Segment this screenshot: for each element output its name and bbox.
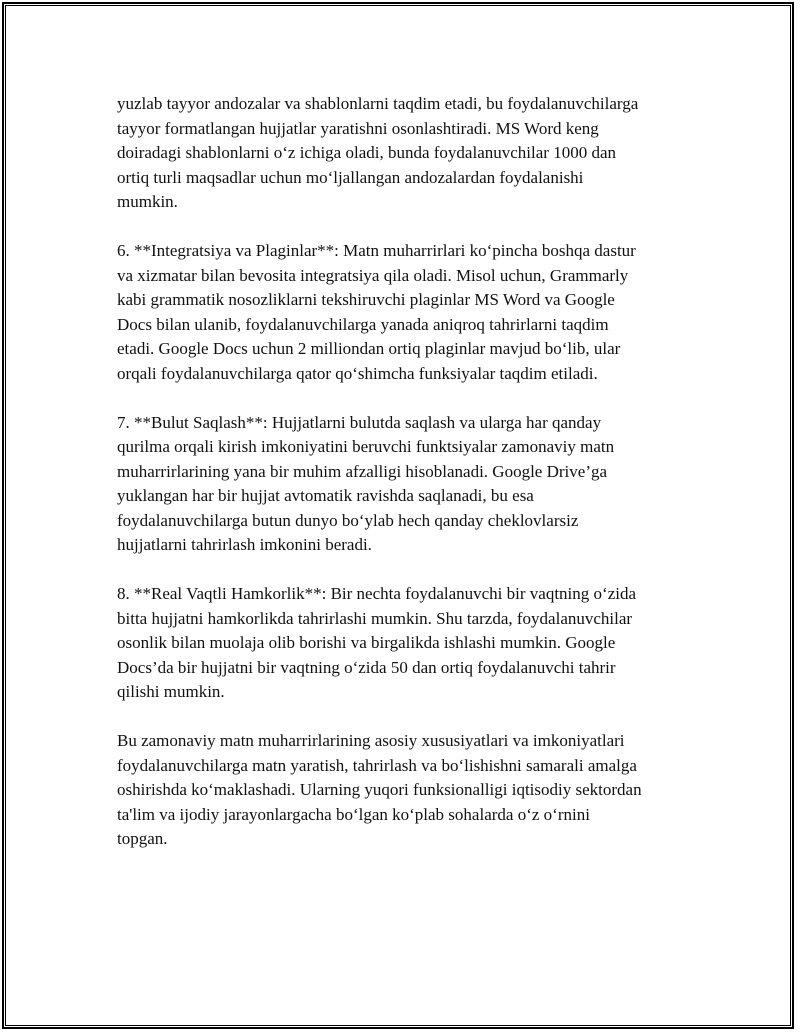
- text-line: foydalanuvchilarga matn yaratish, tahrirlash va bo‘lishishni samarali amalga: [117, 755, 637, 775]
- text-line: kabi grammatik nosozliklarni tekshiruvchi plaginlar MS Word va Google: [117, 290, 615, 309]
- text-line: bitta hujjatni hamkorlikda tahrirlashi mumkin. Shu tarzda, foydalanuvchilar: [117, 608, 633, 628]
- text-line: topgan.: [117, 829, 168, 848]
- text-line: Docs bilan ulanib, foydalanuvchilarga yanada aniqroq tahrirlarni taqdim: [117, 314, 609, 334]
- paragraph-conclusion: [117, 729, 697, 852]
- paragraph-integration-plugins: [117, 239, 697, 386]
- text-line: Bu zamonaviy matn muharrirlarining asosiy xususiyatlari va imkoniyatlari: [117, 731, 625, 750]
- paragraph-realtime-collaboration: [117, 582, 697, 705]
- document-body: [117, 92, 697, 876]
- text-line: doiradagi shablonlarni o‘z ichiga oladi, bunda foydalanuvchilar 1000 dan: [117, 143, 616, 162]
- text-line: muharrirlarining yana bir muhim afzalligi hisoblanadi. Google Drive’ga: [117, 461, 608, 481]
- text-line: 7. **Bulut Saqlash**: Hujjatlarni bulutda saqlash va ularga har qanday: [117, 412, 602, 432]
- text-line: foydalanuvchilarga butun dunyo bo‘ylab hech qanday cheklovlarsiz: [117, 510, 579, 530]
- text-line: va xizmatar bilan bevosita integratsiya qila oladi. Misol uchun, Grammarly: [117, 265, 629, 285]
- text-line: ortiq turli maqsadlar uchun mo‘ljallangan andozalardan foydalanishi: [117, 167, 584, 187]
- text-line: tayyor formatlangan hujjatlar yaratishni osonlashtiradi. MS Word keng: [117, 118, 599, 138]
- text-line: etadi. Google Docs uchun 2 milliondan ortiq plaginlar mavjud bo‘lib, ular: [117, 339, 621, 358]
- text-line: yuklangan har bir hujjat avtomatik ravishda saqlanadi, bu esa: [117, 486, 534, 505]
- paragraph-cloud-storage: [117, 411, 697, 558]
- text-line: oshirishda ko‘maklashadi. Ularning yuqori funksionalligi iqtisodiy sektordan: [117, 780, 642, 799]
- text-line: 6. **Integratsiya va Plaginlar**: Matn muharrirlari ko‘pincha boshqa dastur: [117, 241, 636, 260]
- text-line: qilishi mumkin.: [117, 682, 225, 701]
- text-line: mumkin.: [117, 192, 178, 211]
- text-line: Docs’da bir hujjatni bir vaqtning o‘zida 50 dan ortiq foydalanuvchi tahrir: [117, 657, 616, 677]
- text-line: 8. **Real Vaqtli Hamkorlik**: Bir nechta foydalanuvchi bir vaqtning o‘zida: [117, 584, 637, 603]
- text-line: ta'lim va ijodiy jarayonlargacha bo‘lgan ko‘plab sohalarda o‘z o‘rnini: [117, 804, 590, 824]
- text-line: orqali foydalanuvchilarga qator qo‘shimcha funksiyalar taqdim etiladi.: [117, 363, 598, 383]
- text-line: qurilma orqali kirish imkoniyatini beruvchi funktsiyalar zamonaviy matn: [117, 437, 615, 456]
- text-line: osonlik bilan muolaja olib borishi va birgalikda ishlashi mumkin. Google: [117, 633, 616, 652]
- text-line: hujjatlarni tahrirlash imkonini beradi.: [117, 535, 372, 554]
- paragraph-templates-continued: [117, 92, 697, 215]
- text-line: yuzlab tayyor andozalar va shablonlarni taqdim etadi, bu foydalanuvchilarga: [117, 94, 639, 113]
